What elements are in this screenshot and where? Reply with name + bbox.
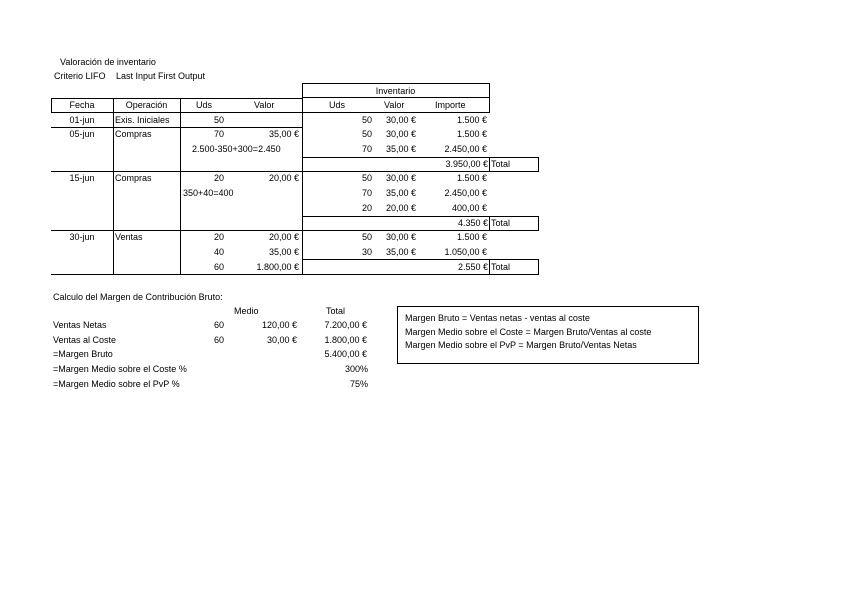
cell-importe: 1.500 €	[456, 115, 487, 125]
cell-operacion: Compras	[115, 173, 152, 183]
cell-valor: 20,00 €	[268, 232, 299, 242]
cell-importe: 1.050,00 €	[444, 247, 487, 257]
margin-row-total: 75%	[349, 379, 368, 389]
cell-inv-uds: 50	[361, 173, 372, 183]
cell-inv-valor: 30,00 €	[385, 232, 416, 242]
cell-uds: 70	[214, 129, 225, 139]
col-header-uds: Uds	[196, 100, 213, 110]
cell-operacion: Exis. Iniciales	[115, 115, 170, 125]
cell-inv-valor: 30,00 €	[385, 115, 416, 125]
margin-row-total: 7.200,00 €	[324, 320, 367, 330]
cell-fecha: 30-jun	[69, 232, 95, 242]
margin-row-label: =Margen Bruto	[53, 349, 113, 359]
cell-inv-uds: 20	[361, 203, 372, 213]
margin-row-medio: 120,00 €	[261, 320, 297, 330]
cell-valor: 20,00 €	[268, 173, 299, 183]
cell-uds: 60	[214, 262, 225, 272]
cell-inv-valor: 35,00 €	[385, 144, 416, 154]
cell-uds: 50	[214, 115, 225, 125]
cell-total-label: Total	[491, 159, 511, 169]
cell-inv-valor: 35,00 €	[385, 247, 416, 257]
cell-inv-uds: 30	[361, 247, 372, 257]
margin-row-total: 300%	[344, 364, 368, 374]
cell-inv-valor: 20,00 €	[385, 203, 416, 213]
criterio-description: Last Input First Output	[116, 71, 206, 81]
cell-inv-uds: 50	[361, 115, 372, 125]
formula-line: Margen Medio sobre el Coste = Margen Bruto/Ventas al coste	[405, 327, 652, 337]
cell-importe: 3.950,00 €	[445, 159, 488, 169]
formula-line: Margen Medio sobre el PvP = Margen Bruto/Ventas Netas	[405, 340, 637, 350]
margin-col-total: Total	[326, 306, 346, 316]
margin-row-qty: 60	[214, 320, 225, 330]
margin-row-total: 5.400,00 €	[324, 349, 367, 359]
cell-importe: 400,00 €	[451, 203, 487, 213]
margin-row-medio: 30,00 €	[266, 335, 297, 345]
col-header-valor: Valor	[254, 100, 275, 110]
margin-row-label: Ventas al Coste	[53, 335, 117, 345]
cell-uds: 2.500-350+300=2.450	[192, 144, 281, 154]
margin-row-label: =Margen Medio sobre el PvP %	[53, 379, 180, 389]
cell-uds: 20	[214, 173, 225, 183]
cell-inv-uds: 50	[361, 129, 372, 139]
col-header-importe: Importe	[435, 100, 466, 110]
criterio-label: Criterio LIFO	[54, 71, 106, 81]
col-header-inv-valor: Valor	[384, 100, 405, 110]
cell-importe: 1.500 €	[456, 129, 487, 139]
cell-fecha: 01-jun	[69, 115, 95, 125]
cell-uds: 20	[214, 232, 225, 242]
cell-fecha: 15-jun	[69, 173, 95, 183]
cell-valor: 1.800,00 €	[256, 262, 299, 272]
inventario-header: Inventario	[375, 86, 416, 96]
cell-importe: 2.450,00 €	[444, 144, 487, 154]
cell-total-label: Total	[491, 262, 511, 272]
cell-importe: 2.450,00 €	[444, 188, 487, 198]
formula-box	[397, 306, 699, 364]
cell-fecha: 05-jun	[69, 129, 95, 139]
margin-row-qty: 60	[214, 335, 225, 345]
col-header-inv-uds: Uds	[329, 100, 346, 110]
cell-inv-valor: 30,00 €	[385, 129, 416, 139]
margin-row-total: 1.800,00 €	[324, 335, 367, 345]
cell-importe: 1.500 €	[456, 232, 487, 242]
margin-col-medio: Medio	[234, 306, 259, 316]
cell-uds: 350+40=400	[183, 188, 234, 198]
page-title: Valoración de inventario	[60, 57, 156, 67]
cell-inv-valor: 35,00 €	[385, 188, 416, 198]
cell-importe: 1.500 €	[456, 173, 487, 183]
col-header-fecha: Fecha	[69, 100, 95, 110]
cell-operacion: Compras	[115, 129, 152, 139]
cell-inv-uds: 50	[361, 232, 372, 242]
col-header-operacion: Operación	[125, 100, 168, 110]
margin-title: Calculo del Margen de Contribución Bruto:	[53, 292, 223, 302]
cell-inv-uds: 70	[361, 144, 372, 154]
cell-inv-uds: 70	[361, 188, 372, 198]
cell-operacion: Ventas	[115, 232, 143, 242]
margin-row-label: Ventas Netas	[53, 320, 107, 330]
formula-line: Margen Bruto = Ventas netas - ventas al coste	[405, 313, 590, 323]
cell-uds: 40	[214, 247, 225, 257]
cell-importe: 4.350 €	[457, 218, 488, 228]
cell-importe: 2.550 €	[457, 262, 488, 272]
cell-valor: 35,00 €	[268, 129, 299, 139]
cell-valor: 35,00 €	[268, 247, 299, 257]
cell-total-label: Total	[491, 218, 511, 228]
margin-row-label: =Margen Medio sobre el Coste %	[53, 364, 187, 374]
cell-inv-valor: 30,00 €	[385, 173, 416, 183]
